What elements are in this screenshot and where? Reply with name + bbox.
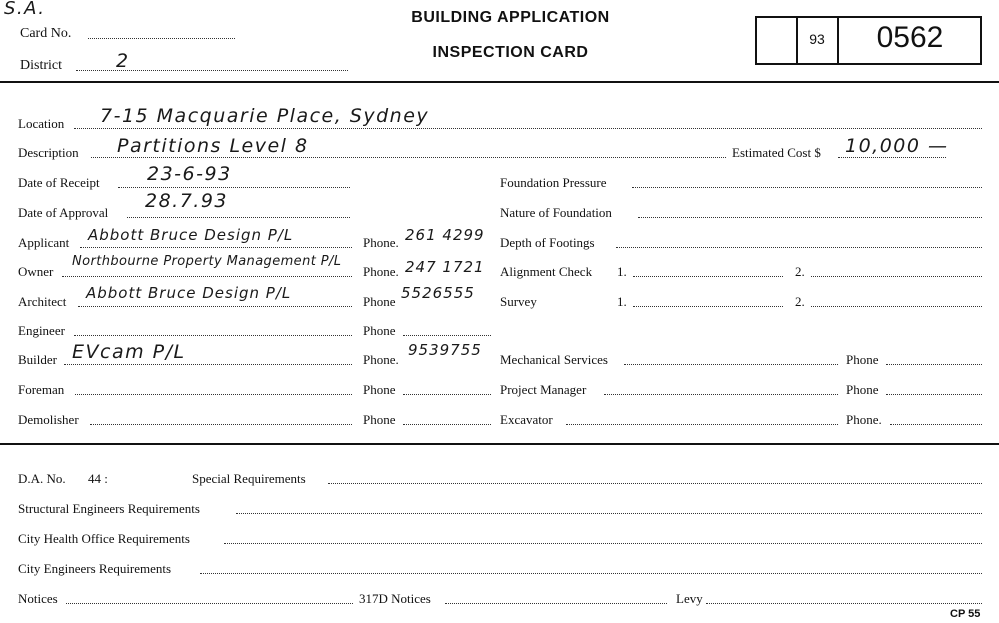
project-manager-phone-line	[886, 394, 982, 395]
health-requirements-label: City Health Office Requirements	[18, 531, 190, 546]
builder-label: Builder	[18, 352, 57, 367]
notices-317d-label: 317D Notices	[359, 591, 431, 606]
form-title-line2: INSPECTION CARD	[432, 44, 589, 61]
owner-phone-label: Phone.	[363, 264, 399, 279]
date-approval-label: Date of Approval	[18, 205, 109, 220]
form-title-line1: BUILDING APPLICATION	[411, 9, 610, 26]
engineer-phone-line	[403, 335, 491, 336]
notices-line	[66, 603, 353, 604]
project-manager-phone-label: Phone	[846, 382, 879, 397]
survey-num-2: 2.	[795, 294, 805, 309]
engineer-phone-label: Phone	[363, 323, 396, 338]
applicant-label: Applicant	[18, 235, 70, 250]
excavator-line	[566, 424, 838, 425]
nature-foundation-label: Nature of Foundation	[500, 205, 612, 220]
excavator-phone-label: Phone.	[846, 412, 882, 427]
footer-rule	[0, 443, 999, 445]
card-number: 0562	[876, 21, 944, 54]
city-engineers-requirements-line	[200, 573, 982, 574]
project-manager-label: Project Manager	[500, 382, 587, 397]
architect-label: Architect	[18, 294, 67, 309]
architect-line	[78, 306, 352, 307]
applicant-phone-label: Phone.	[363, 235, 399, 250]
alignment-line-2	[811, 276, 982, 277]
header-rule	[0, 81, 999, 83]
engineer-line	[74, 335, 352, 336]
foreman-phone-line	[403, 394, 491, 395]
demolisher-phone-label: Phone	[363, 412, 396, 427]
special-requirements-label: Special Requirements	[192, 471, 306, 486]
alignment-num-2: 2.	[795, 264, 805, 279]
foundation-pressure-label: Foundation Pressure	[500, 175, 607, 190]
demolisher-label: Demolisher	[18, 412, 79, 427]
mechanical-phone-label: Phone	[846, 352, 879, 367]
foreman-line	[75, 394, 352, 395]
mechanical-phone-line	[886, 364, 982, 365]
alignment-num-1: 1.	[617, 264, 627, 279]
card-no-line	[88, 38, 235, 39]
project-manager-line	[604, 394, 838, 395]
description-label: Description	[18, 145, 79, 160]
date-approval-line	[127, 217, 350, 218]
estimated-cost-label: Estimated Cost $	[732, 145, 821, 160]
location-line	[74, 128, 982, 129]
excavator-label: Excavator	[500, 412, 553, 427]
description-line	[91, 157, 726, 158]
levy-line	[706, 603, 982, 604]
mechanical-label: Mechanical Services	[500, 352, 608, 367]
architect-phone-label: Phone	[363, 294, 396, 309]
mechanical-line	[624, 364, 838, 365]
architect-value: Abbott Bruce Design P/L	[86, 284, 292, 302]
applicant-value: Abbott Bruce Design P/L	[88, 226, 294, 244]
district-label: District	[20, 58, 62, 73]
survey-line-1	[633, 306, 783, 307]
owner-value: Northbourne Property Management P/L	[72, 254, 342, 269]
notices-317d-line	[445, 603, 667, 604]
card-number-divider-2	[837, 16, 839, 65]
header-handwritten-mark: S.A.	[4, 0, 46, 19]
survey-line-2	[811, 306, 982, 307]
nature-foundation-line	[638, 217, 982, 218]
applicant-line	[80, 247, 352, 248]
foreman-label: Foreman	[18, 382, 65, 397]
builder-phone-value: 9539755	[408, 341, 482, 359]
foundation-pressure-line	[632, 187, 982, 188]
location-value: 7-15 Macquarie Place, Sydney	[100, 105, 430, 127]
owner-phone-value: 247 1721	[405, 258, 485, 276]
date-receipt-label: Date of Receipt	[18, 175, 100, 190]
date-receipt-value: 23-6-93	[147, 163, 232, 185]
demolisher-phone-line	[403, 424, 491, 425]
special-requirements-line	[328, 483, 982, 484]
estimated-cost-value: 10,000 —	[845, 135, 949, 157]
builder-line	[64, 364, 352, 365]
survey-label: Survey	[500, 294, 537, 309]
date-approval-value: 28.7.93	[145, 190, 229, 212]
architect-phone-value: 5526555	[401, 284, 475, 302]
builder-phone-label: Phone.	[363, 352, 399, 367]
da-no-label: D.A. No.	[18, 471, 66, 486]
structural-requirements-label: Structural Engineers Requirements	[18, 501, 200, 516]
levy-label: Levy	[676, 591, 703, 606]
health-requirements-line	[224, 543, 982, 544]
location-label: Location	[18, 116, 65, 131]
alignment-line-1	[633, 276, 783, 277]
card-year: 93	[809, 31, 825, 47]
demolisher-line	[90, 424, 352, 425]
engineer-label: Engineer	[18, 323, 65, 338]
description-value: Partitions Level 8	[117, 135, 309, 157]
estimated-cost-line	[838, 157, 946, 158]
alignment-check-label: Alignment Check	[500, 264, 593, 279]
notices-label: Notices	[18, 591, 58, 606]
depth-footings-line	[616, 247, 982, 248]
structural-requirements-line	[236, 513, 982, 514]
foreman-phone-label: Phone	[363, 382, 396, 397]
applicant-phone-value: 261 4299	[405, 226, 485, 244]
owner-label: Owner	[18, 264, 54, 279]
da-no-value: 44 :	[88, 471, 108, 486]
card-no-label: Card No.	[20, 26, 72, 41]
date-receipt-line	[118, 187, 350, 188]
owner-line	[62, 276, 352, 277]
city-engineers-requirements-label: City Engineers Requirements	[18, 561, 172, 576]
builder-value: EVcam P/L	[72, 341, 186, 363]
excavator-phone-line	[890, 424, 982, 425]
form-code: CP 55	[950, 608, 981, 620]
district-value: 2	[116, 50, 130, 72]
survey-num-1: 1.	[617, 294, 627, 309]
depth-footings-label: Depth of Footings	[500, 235, 595, 250]
